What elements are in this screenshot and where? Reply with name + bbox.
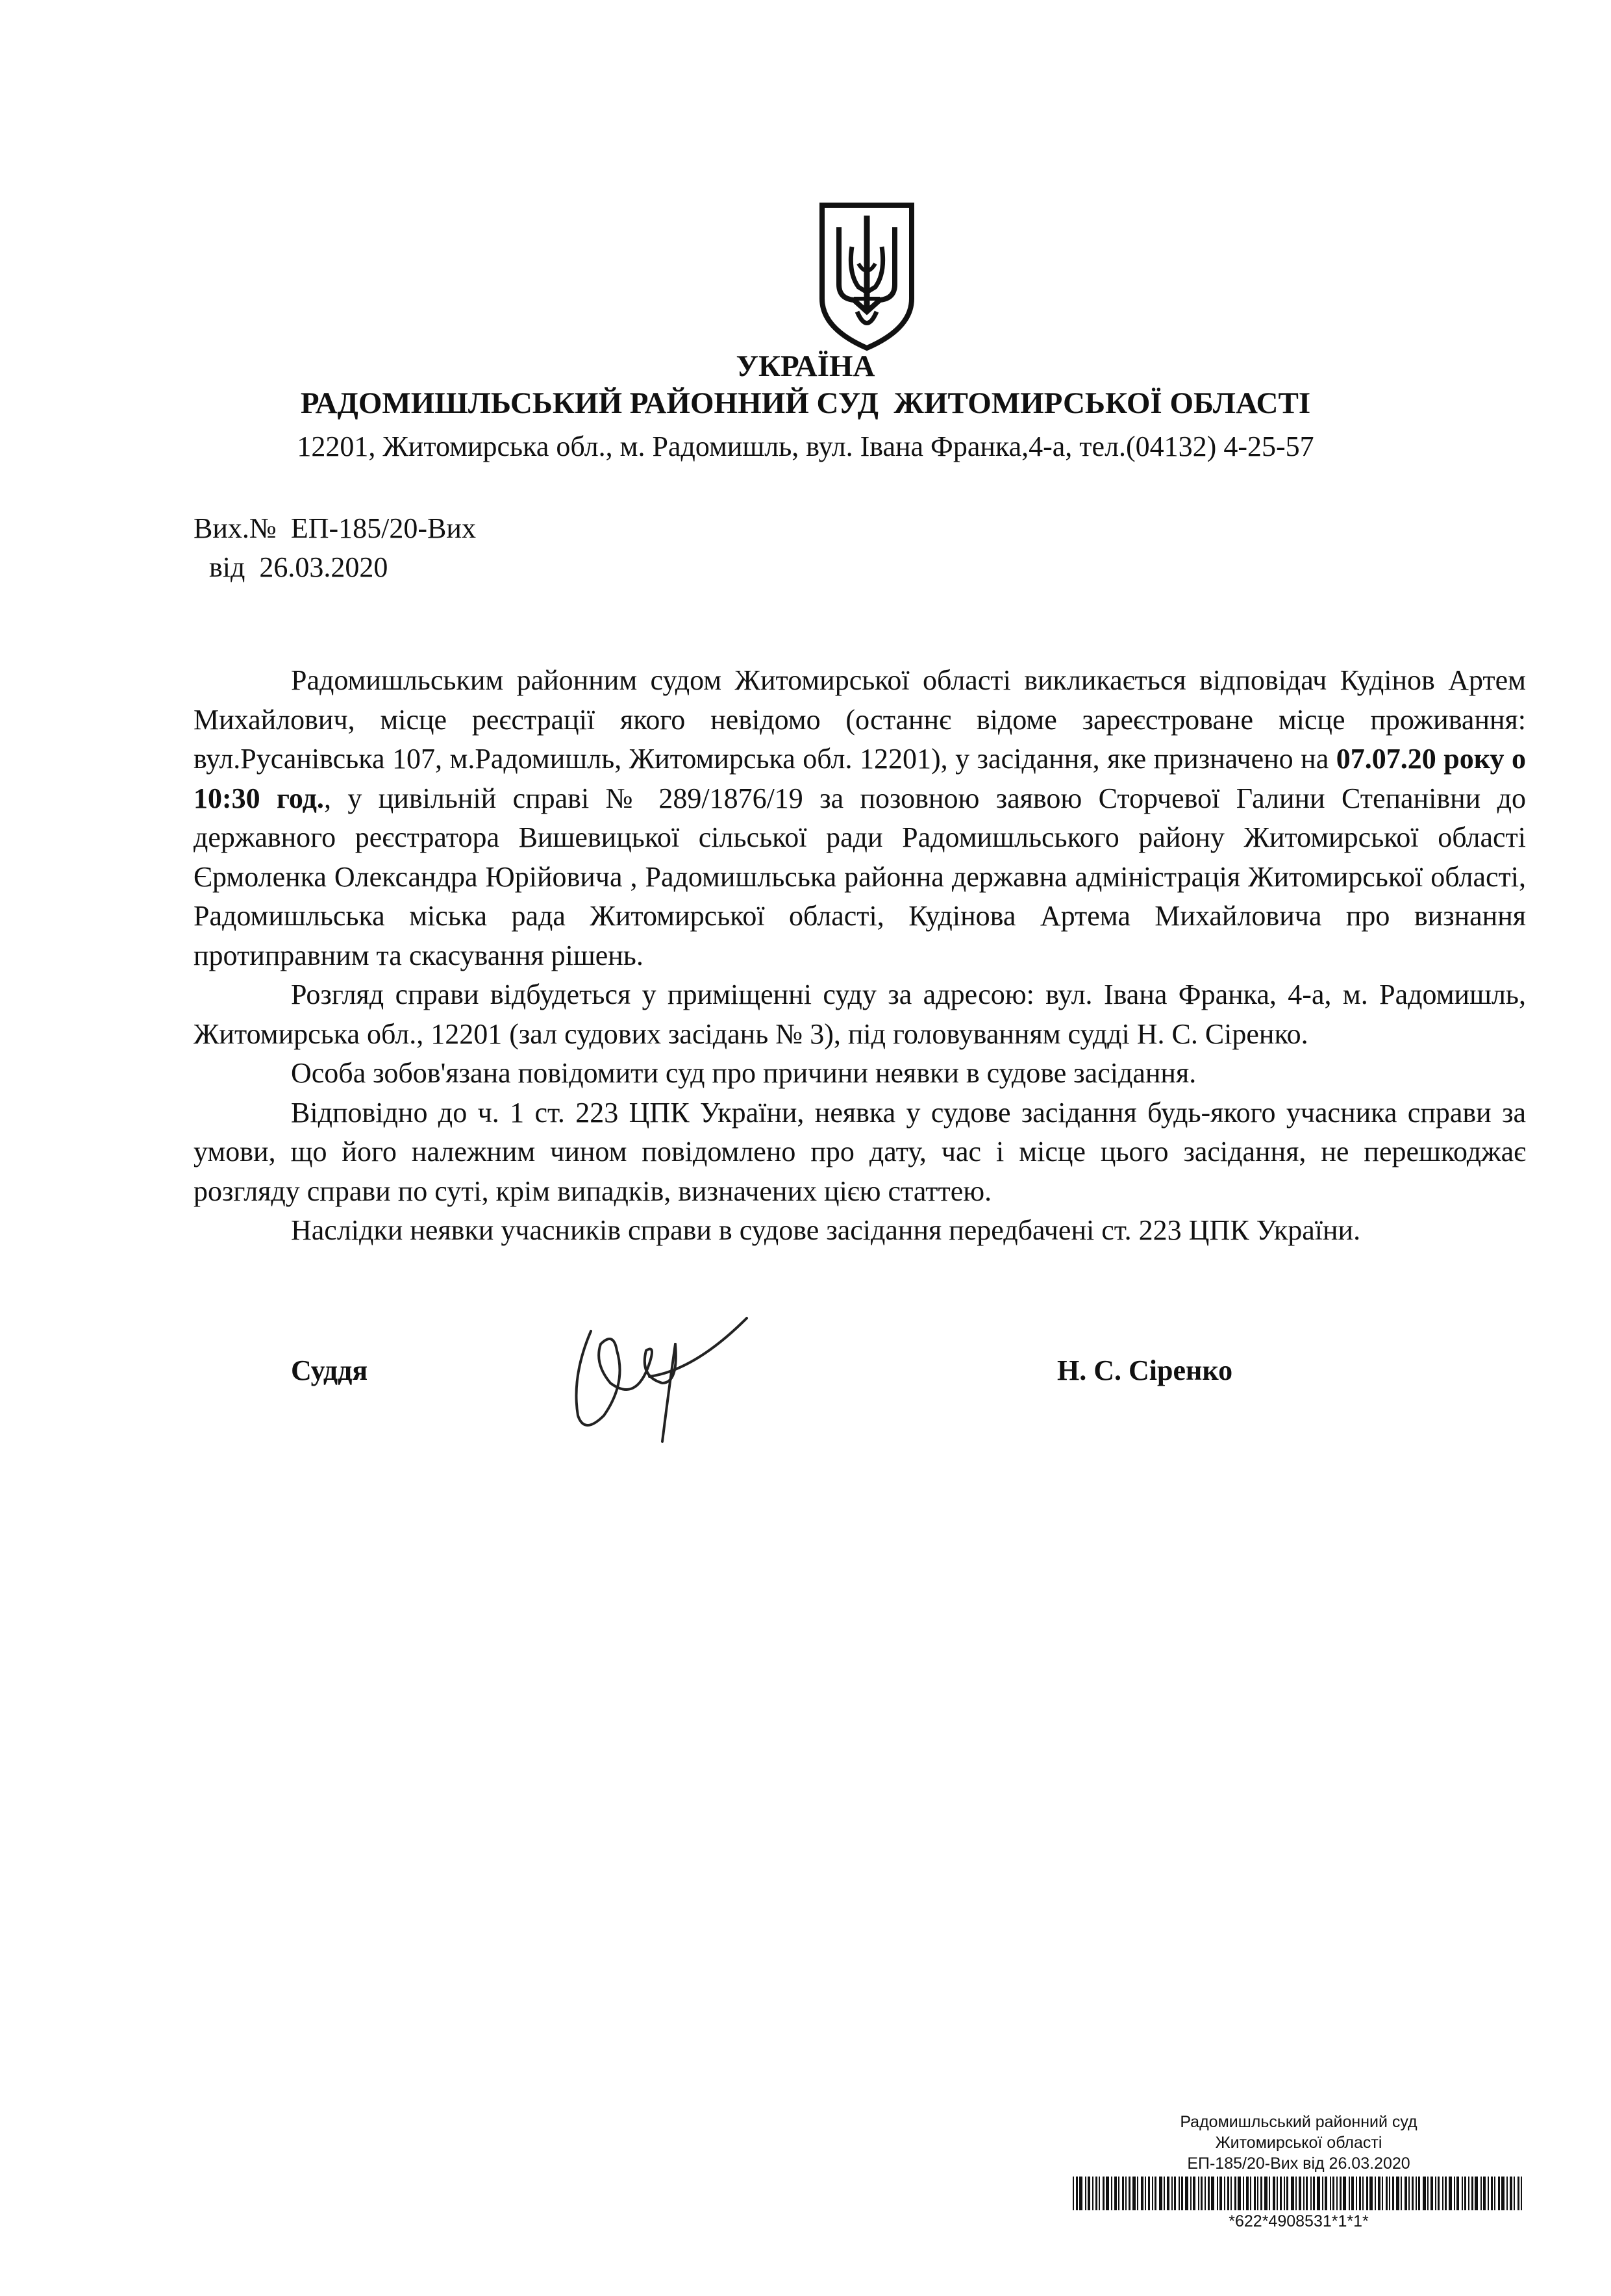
judge-label: Суддя — [291, 1354, 368, 1386]
venue-paragraph: Розгляд справи відбудеться у приміщенні суду за адресою: вул. Івана Франка, 4-а, м. Радомишль, Житомирська обл., 12201 (зал судових засідань № 3), під головуванням судді Н. С. Сіренко. — [194, 979, 1526, 1050]
stamp-court-line: Радомишльський районний суд — [1180, 2113, 1417, 2131]
registration-stamp — [1052, 2112, 1545, 2231]
barcode-number: *622*4908531*1*1* — [1229, 2212, 1369, 2230]
court-name-heading: РАДОМИШЛЬСЬКИЙ РАЙОННИЙ СУД ЖИТОМИРСЬКОЇ ОБЛАСТІ — [300, 386, 1311, 420]
summons-text: Радомишльським районним судом Житомирської області викликається відповідач Кудінов Артем Михайлович, місце реєстрації якого невідомо (останнє відоме зареєстроване місце проживання: вул.Русанівська 107, м.Радомишль, Житомирська обл. 12201), у засідання, яке призначено на — [194, 664, 1526, 775]
country-heading: УКРАЇНА — [736, 349, 875, 383]
stamp-reference-line: ЕП-185/20-Вих від 26.03.2020 — [1187, 2154, 1410, 2173]
handwritten-signature — [565, 1305, 760, 1448]
summons-text-continued: , у цивільній справі № 289/1876/19 за позовною заявою Сторчевої Галини Степанівни до державного реєстратора Вишевицької сільської ради Радомишльського району Житомирської області Єрмоленка Олександра Юрійовича , Радомишльська районна державна адміністрація Житомирської області, Радомишльська міська рада Житомирської області, Кудінова Артема Михайловича про визнання протиправним та скасування рішень. — [194, 782, 1527, 971]
document-date: від 26.03.2020 — [209, 551, 388, 583]
hearing-datetime: 07.07.20 року о 10:30 год. — [194, 743, 1526, 814]
stamp-region-line: Житомирської області — [1215, 2134, 1382, 2152]
letter-body — [194, 661, 1526, 1251]
law-reference-paragraph: Відповідно до ч. 1 ст. 223 ЦПК України, неявка у судове засідання будь-якого учасника справи за умови, що його належним чином повідомлено про дату, час і місце цього засідання, не перешкоджає розгляду справи по суті, крім випадків, визначених цією статтею. — [194, 1096, 1526, 1207]
consequences-paragraph: Наслідки неявки учасників справи в судове засідання передбачені ст. 223 ЦПК України. — [291, 1214, 1361, 1246]
summons-paragraph — [194, 661, 1526, 975]
court-address: 12201, Житомирська обл., м. Радомишль, вул. Івана Франка,4-а, тел.(04132) 4-25-57 — [297, 430, 1314, 462]
notification-duty-paragraph: Особа зобов'язана повідомити суд про причини неявки в судове засідання. — [291, 1057, 1197, 1089]
coat-of-arms-emblem — [818, 201, 916, 352]
outgoing-number: Вих.№ ЕП-185/20-Вих — [194, 512, 476, 544]
barcode — [1071, 2177, 1526, 2210]
judge-name: Н. С. Сіренко — [1057, 1354, 1233, 1386]
